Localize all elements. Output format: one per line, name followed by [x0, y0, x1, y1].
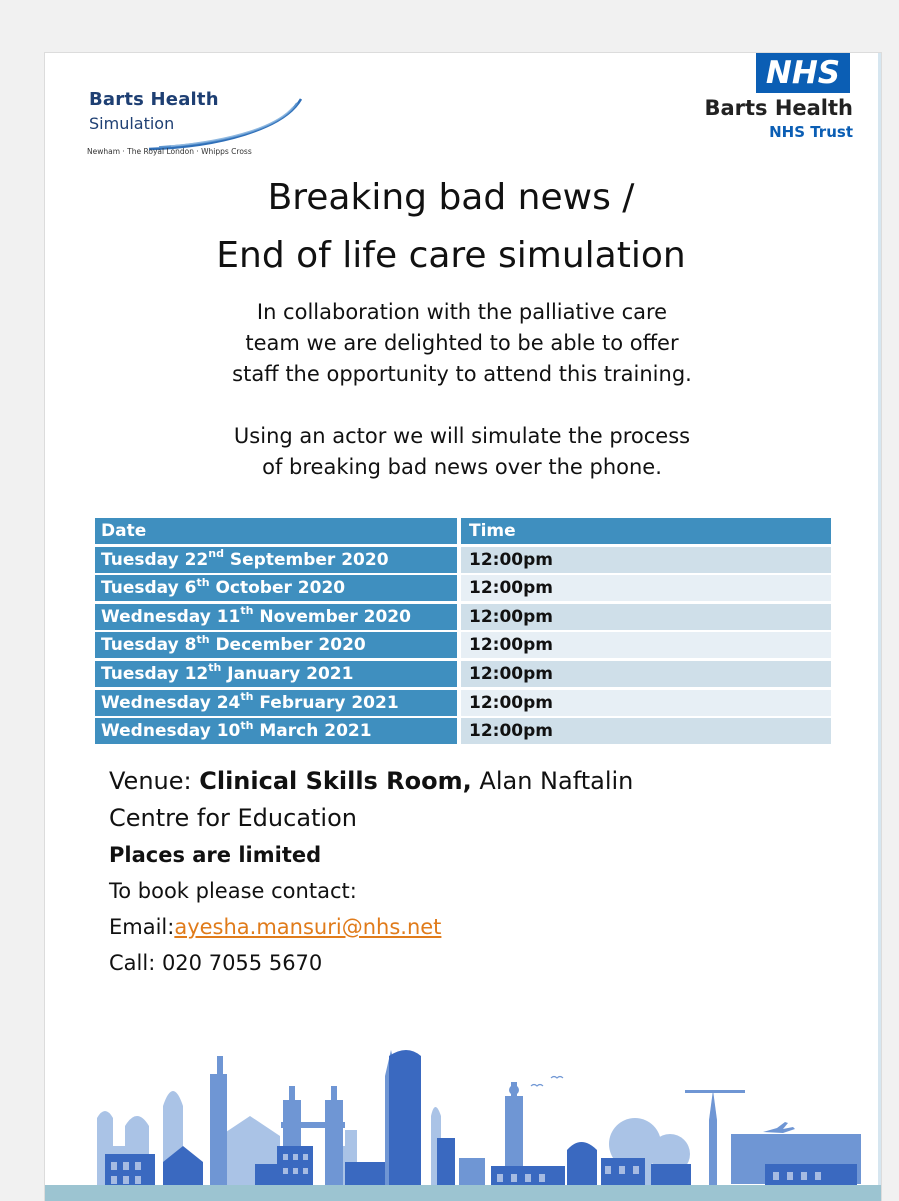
plane-icon: [763, 1122, 795, 1133]
session-date: Tuesday 8th December 2020: [95, 632, 457, 658]
table-row: [95, 718, 831, 744]
venue-and-booking: [109, 763, 633, 981]
nhs-trust-name: NHS Trust: [769, 123, 853, 141]
logo-subtitle: Simulation: [89, 114, 175, 133]
session-date: Tuesday 22nd September 2020: [95, 547, 457, 573]
date-header: Date: [95, 518, 457, 544]
venue-line-2: Centre for Education: [109, 804, 357, 832]
session-time: 12:00pm: [461, 718, 831, 744]
bird-icon: [531, 1085, 543, 1087]
poster-title-line-2: End of life care simulation: [216, 235, 686, 276]
session-date: Wednesday 11th November 2020: [95, 604, 457, 630]
intro-line: team we are delighted to be able to offer: [245, 331, 679, 355]
table-row: [95, 547, 831, 573]
table-row: [95, 604, 831, 630]
intro-line: of breaking bad news over the phone.: [262, 455, 662, 479]
session-time: 12:00pm: [461, 690, 831, 716]
venue-line: Venue: Clinical Skills Room, Alan Naftalin: [109, 767, 634, 795]
nhs-logo: [683, 53, 853, 147]
intro-line: Using an actor we will simulate the process: [233, 424, 691, 448]
nhs-badge: NHS: [756, 53, 850, 93]
session-time: 12:00pm: [461, 575, 831, 601]
table-row: [95, 575, 831, 601]
phone-line: Call: 020 7055 5670: [109, 951, 323, 975]
poster-page: [44, 52, 882, 1201]
logo-locations: Newham · The Royal London · Whipps Cross: [87, 147, 252, 156]
venue-room: Clinical Skills Room,: [199, 767, 472, 795]
poster-title-line-1: Breaking bad news /: [267, 177, 635, 218]
email-link[interactable]: ayesha.mansuri@nhs.net: [174, 915, 442, 939]
logo-title: Barts Health: [89, 89, 219, 110]
nhs-org-name: Barts Health: [704, 96, 853, 120]
table-row: [95, 661, 831, 687]
places-limited: Places are limited: [109, 843, 322, 867]
table-header-row: [95, 518, 831, 544]
session-date: Tuesday 12th January 2021: [95, 661, 457, 687]
schedule-table: [95, 518, 831, 747]
session-time: 12:00pm: [461, 604, 831, 630]
session-date: Wednesday 10th March 2021: [95, 718, 457, 744]
booking-prompt: To book please contact:: [109, 879, 357, 903]
session-date: Wednesday 24th February 2021: [95, 690, 457, 716]
skyline-ground: [45, 1185, 881, 1201]
intro-line: In collaboration with the palliative care: [256, 300, 668, 324]
session-time: 12:00pm: [461, 632, 831, 658]
bird-icon: [551, 1077, 563, 1079]
time-header: Time: [461, 518, 831, 544]
intro-text: [45, 297, 879, 483]
table-row: [95, 690, 831, 716]
session-date: Tuesday 6th October 2020: [95, 575, 457, 601]
session-time: 12:00pm: [461, 661, 831, 687]
email-line: Email:ayesha.mansuri@nhs.net: [109, 915, 442, 939]
london-skyline-illustration: [45, 1046, 881, 1201]
table-row: [95, 632, 831, 658]
session-time: 12:00pm: [461, 547, 831, 573]
intro-line: staff the opportunity to attend this training.: [232, 362, 692, 386]
barts-simulation-logo: [89, 89, 319, 169]
